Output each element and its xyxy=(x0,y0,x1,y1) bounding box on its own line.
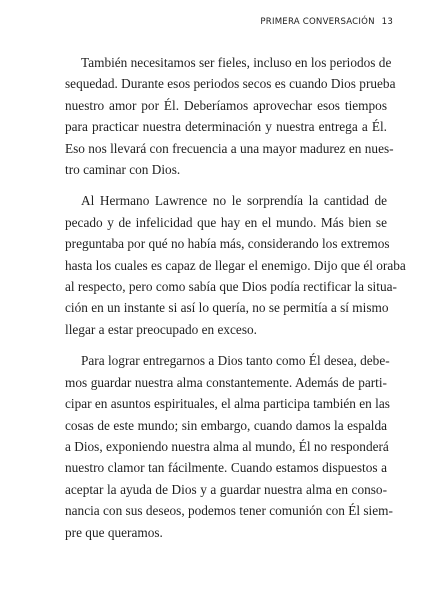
text-line: pre que queramos. xyxy=(65,524,163,540)
text-line: También necesitamos ser fieles, incluso en los periodos de xyxy=(81,55,392,70)
text-line: a Dios, exponiendo nuestra alma al mundo, Él no responderá xyxy=(65,438,389,454)
text-line: nuestro amor por Él. Deberíamos aprovechar esos tiempos xyxy=(65,97,387,113)
text-line: nancia con sus deseos, podemos tener comunión con Él siem- xyxy=(65,503,393,519)
paragraph-2 xyxy=(49,190,406,340)
paragraph-1 xyxy=(49,52,396,180)
text-line: tro caminar con Dios. xyxy=(65,162,181,178)
text-line: sequedad. Durante esos periodos secos es cuando Dios prueba xyxy=(65,76,396,92)
text-line: aceptar la ayuda de Dios y a guardar nuestra alma en conso- xyxy=(65,481,387,497)
body-text xyxy=(49,52,406,553)
text-line: Para lograr entregarnos a Dios tanto como Él desea, debe- xyxy=(81,353,390,369)
text-line: para practicar nuestra determinación y nuestra entrega a Él. xyxy=(65,119,387,135)
page-number: 13 xyxy=(381,17,393,27)
paragraph-3 xyxy=(49,350,393,543)
text-line: Al Hermano Lawrence no le sorprendía la cantidad de xyxy=(81,193,387,209)
text-line: llegar a estar preocupado en exceso. xyxy=(65,321,257,337)
chapter-title: PRIMERA CONVERSACIÓN xyxy=(260,17,375,27)
text-line: cipar en asuntos espirituales, el alma participa también en las xyxy=(65,396,390,412)
text-line: al respecto, pero como sabía que Dios podía rectificar la situa- xyxy=(65,279,397,295)
text-line: cosas de este mundo; sin embargo, cuando damos la espalda xyxy=(65,417,387,433)
running-header xyxy=(260,17,393,27)
text-line: mos guardar nuestra alma constantemente. Además de parti- xyxy=(65,374,387,390)
text-line: hasta los cuales es capaz de llegar el enemigo. Dijo que él oraba xyxy=(65,257,406,273)
text-line: ción en un instante si así lo quería, no se permitía a sí mismo xyxy=(65,300,389,316)
text-line: Eso nos llevará con frecuencia a una mayor madurez en nues- xyxy=(65,140,394,156)
text-line: preguntaba por qué no había más, considerando los extremos xyxy=(65,236,390,252)
text-line: nuestro clamor tan fácilmente. Cuando estamos dispuestos a xyxy=(65,460,387,476)
text-line: pecado y de infelicidad que hay en el mundo. Más bien se xyxy=(65,214,387,230)
